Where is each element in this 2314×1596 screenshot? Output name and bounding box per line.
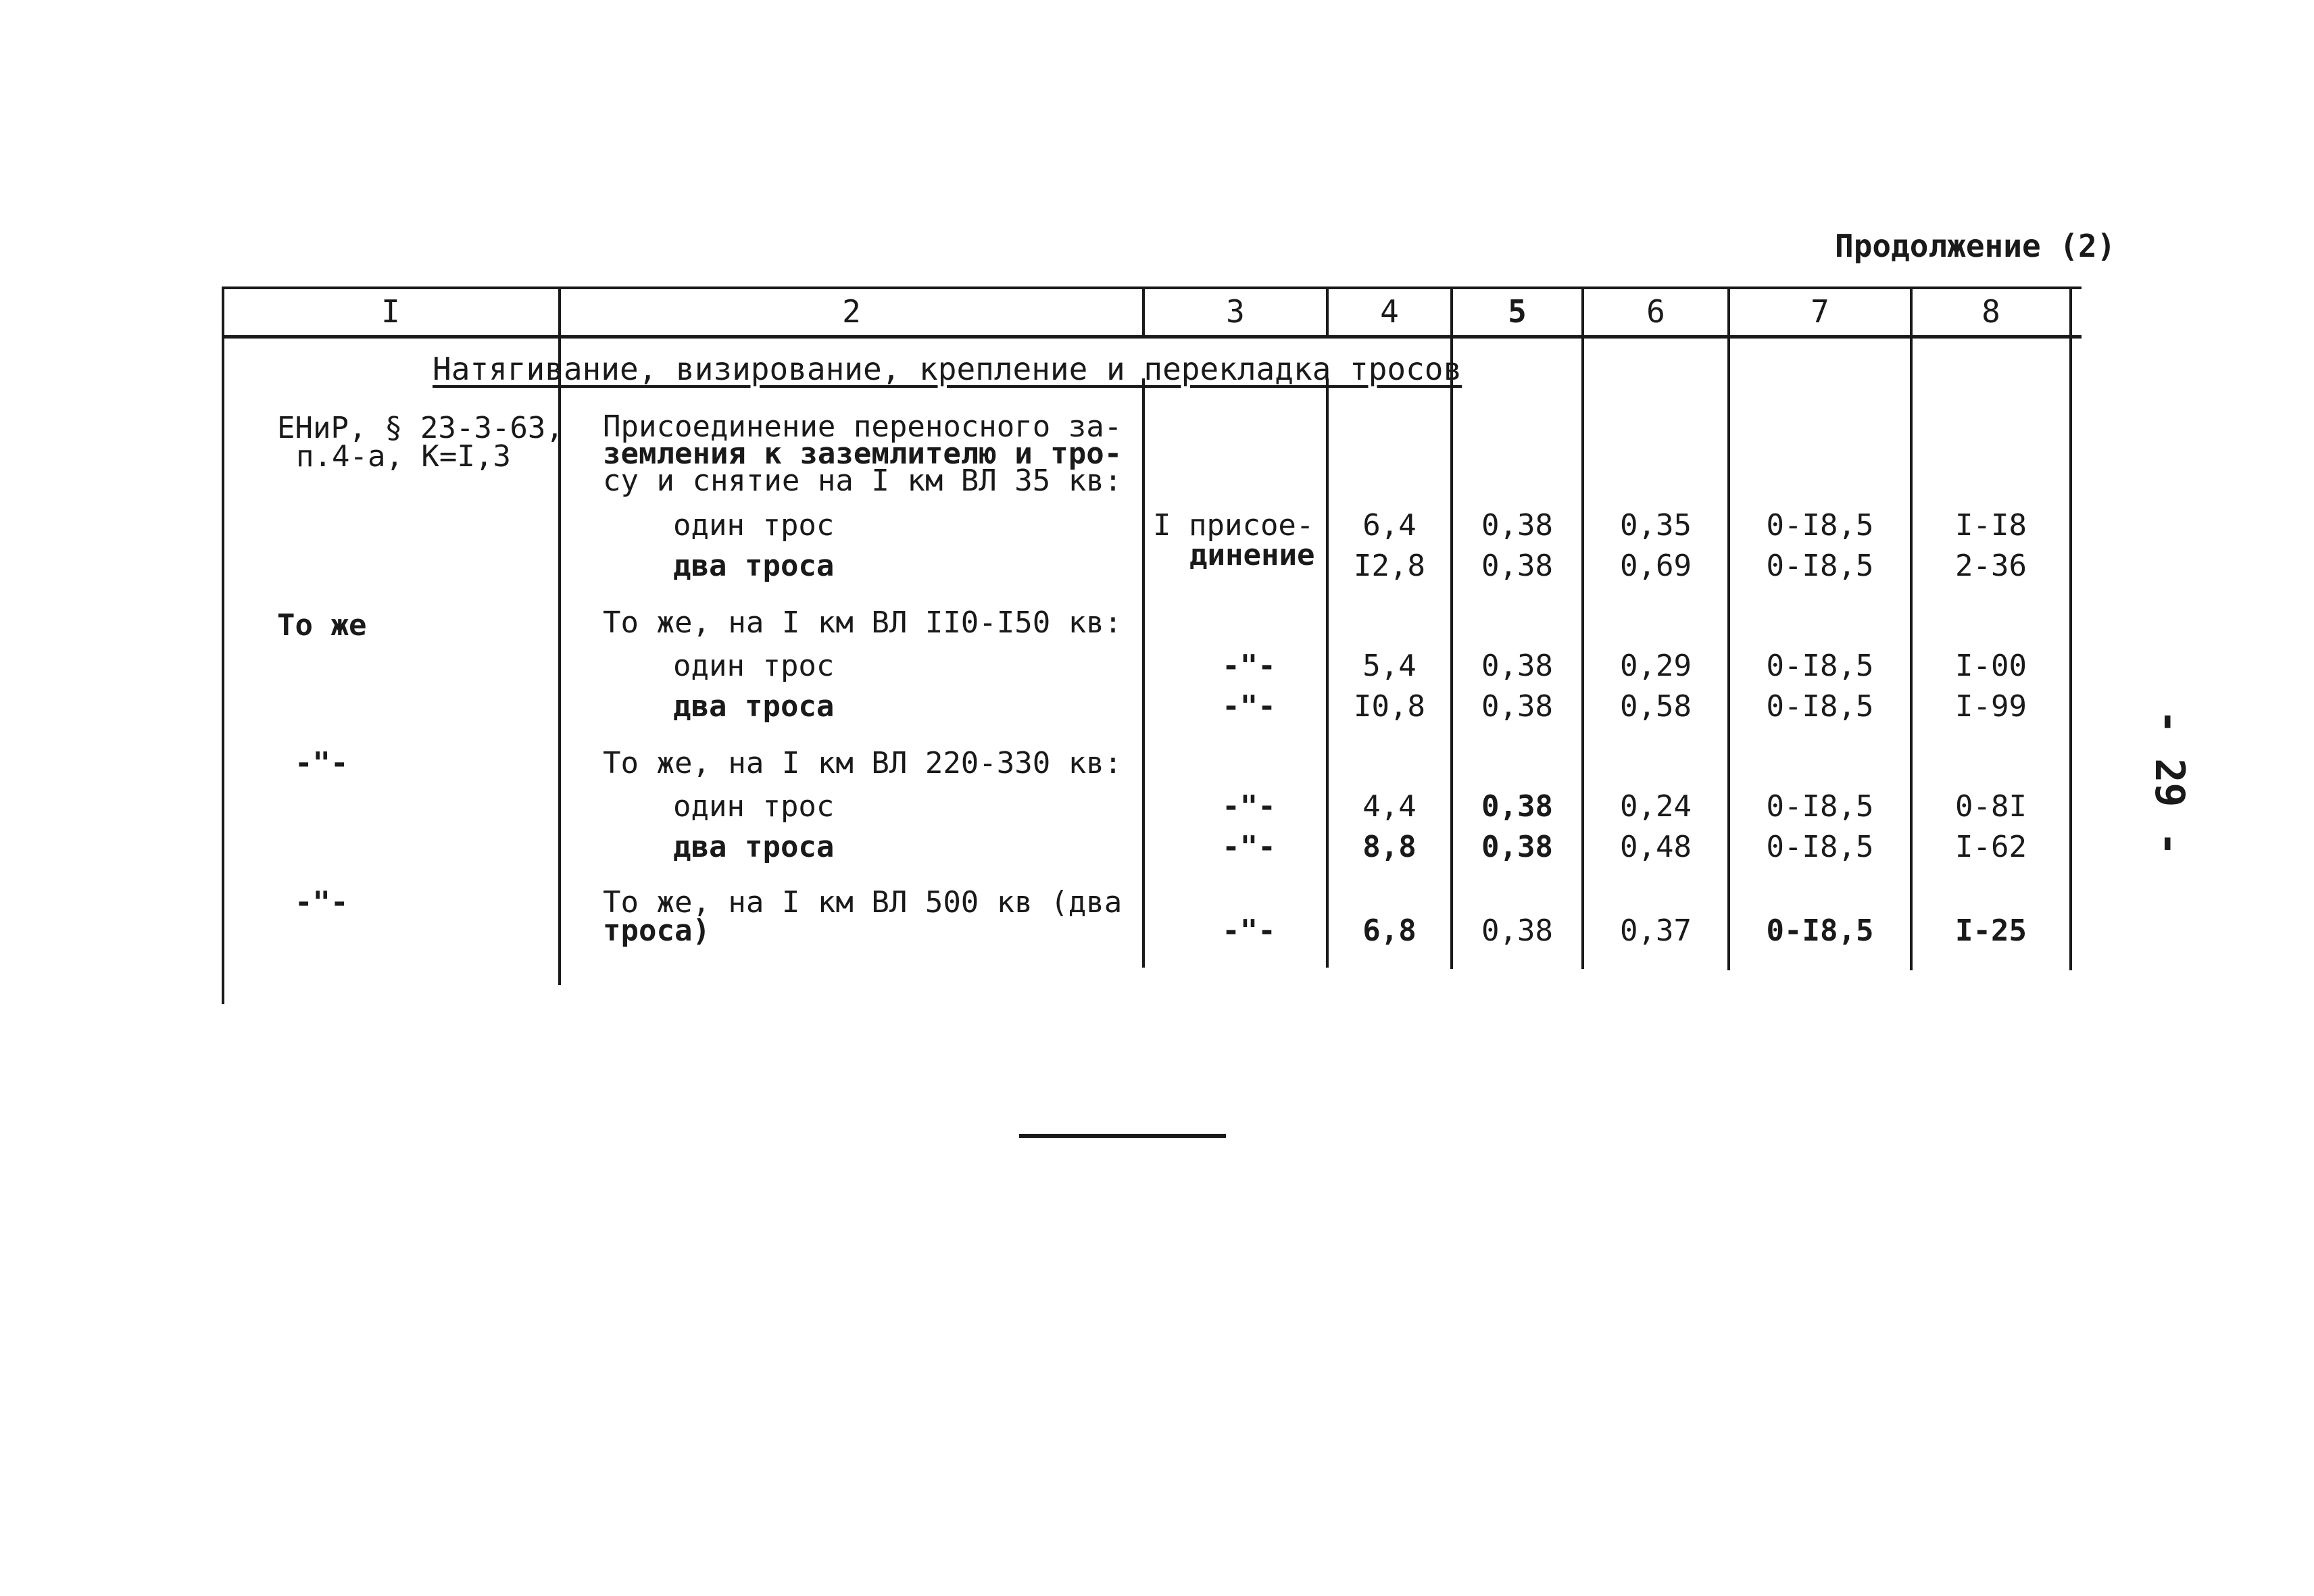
row-3-item-1-c5: 0,38 bbox=[1481, 789, 1553, 824]
row-4-ref-line-1: -"- bbox=[295, 885, 349, 920]
row-1-desc-line-2: земления к заземлителю и тро- bbox=[603, 437, 1123, 471]
header-col-7: 7 bbox=[1811, 293, 1829, 330]
row-1-item-2-c4: I2,8 bbox=[1354, 549, 1425, 583]
row-2-item-2-c4: I0,8 bbox=[1354, 689, 1425, 724]
row-2-item-2-c6: 0,58 bbox=[1620, 689, 1692, 724]
row-4-item-1-unit: -"- bbox=[1222, 914, 1276, 948]
continuation-label: Продолжение (2) bbox=[1835, 228, 2116, 264]
row-1-item-1-c6: 0,35 bbox=[1620, 508, 1692, 543]
row-2-ref-line-1: То же bbox=[277, 608, 367, 643]
row-1-item-1-c4: 6,4 bbox=[1362, 508, 1417, 543]
header-col-4: 4 bbox=[1380, 293, 1399, 330]
row-3-item-1-unit: -"- bbox=[1222, 789, 1276, 824]
row-3-item-1-label: один трос bbox=[673, 789, 835, 824]
row-2-item-1-c4: 5,4 bbox=[1362, 649, 1417, 683]
row-2-item-1-unit: -"- bbox=[1222, 649, 1276, 683]
row-3-item-1-c6: 0,24 bbox=[1620, 789, 1692, 824]
col-border-5-6 bbox=[1581, 286, 1584, 969]
row-2-item-2-label: два троса bbox=[673, 689, 835, 724]
header-col-5: 5 bbox=[1508, 293, 1527, 330]
row-2-item-2-unit: -"- bbox=[1222, 689, 1276, 724]
row-1-desc-line-3: су и снятие на I км ВЛ 35 кв: bbox=[603, 464, 1123, 498]
col-border-6-7 bbox=[1727, 286, 1730, 970]
row-1-item-2-unit: динение bbox=[1189, 538, 1315, 572]
section-title: Натягивание, визирование, крепление и перекладка тросов bbox=[433, 351, 1462, 387]
row-4-desc-line-1: То же, на I км ВЛ 500 кв (два bbox=[603, 885, 1123, 920]
row-3-item-1-c7: 0-I8,5 bbox=[1766, 789, 1874, 824]
row-3-item-2-c6: 0,48 bbox=[1620, 830, 1692, 864]
row-3-item-2-label: два троса bbox=[673, 830, 835, 864]
row-2-item-2-c7: 0-I8,5 bbox=[1766, 689, 1874, 724]
row-2-desc-line-1: То же, на I км ВЛ II0-I50 кв: bbox=[603, 605, 1123, 640]
col-border-4-5 bbox=[1450, 286, 1453, 969]
row-2-item-2-c5: 0,38 bbox=[1481, 689, 1553, 724]
row-1-desc-line-1: Присоединение переносного за- bbox=[603, 409, 1123, 444]
col-border-right bbox=[2069, 286, 2072, 970]
header-col-1: I bbox=[381, 293, 400, 330]
row-4-item-1-c8: I-25 bbox=[1955, 914, 2027, 948]
row-2-item-2-c8: I-99 bbox=[1955, 689, 2027, 724]
page-number: - 29 - bbox=[2146, 709, 2193, 856]
col-border-7-8 bbox=[1910, 286, 1913, 970]
row-1-item-1-label: один трос bbox=[673, 508, 835, 543]
col-border-1-2 bbox=[558, 286, 561, 985]
row-4-item-1-c7: 0-I8,5 bbox=[1766, 914, 1874, 948]
header-col-8: 8 bbox=[1981, 293, 2000, 330]
row-2-item-1-c6: 0,29 bbox=[1620, 649, 1692, 683]
row-3-item-1-c4: 4,4 bbox=[1362, 789, 1417, 824]
row-1-item-1-c8: I-I8 bbox=[1955, 508, 2027, 543]
row-2-item-1-c7: 0-I8,5 bbox=[1766, 649, 1874, 683]
end-rule bbox=[1019, 1134, 1226, 1138]
header-bottom-border bbox=[222, 335, 2082, 339]
row-3-item-2-c7: 0-I8,5 bbox=[1766, 830, 1874, 864]
row-3-item-2-c8: I-62 bbox=[1955, 830, 2027, 864]
row-3-ref-line-1: -"- bbox=[295, 746, 349, 780]
row-4-desc-line-2: троса) bbox=[603, 914, 710, 948]
header-col-6: 6 bbox=[1646, 293, 1665, 330]
row-1-item-1-c7: 0-I8,5 bbox=[1766, 508, 1874, 543]
row-1-ref-line-1: ЕНиР, § 23-3-63, bbox=[277, 411, 564, 445]
row-4-item-1-c5: 0,38 bbox=[1481, 914, 1553, 948]
row-1-item-2-c5: 0,38 bbox=[1481, 549, 1553, 583]
row-3-item-2-c4: 8,8 bbox=[1362, 830, 1417, 864]
row-1-item-2-c6: 0,69 bbox=[1620, 549, 1692, 583]
row-2-item-1-c5: 0,38 bbox=[1481, 649, 1553, 683]
row-4-item-1-c6: 0,37 bbox=[1620, 914, 1692, 948]
row-4-item-1-c4: 6,8 bbox=[1362, 914, 1417, 948]
col-border-left bbox=[222, 286, 224, 1004]
row-1-ref-line-2: п.4-а, К=I,3 bbox=[296, 439, 511, 474]
row-3-item-2-c5: 0,38 bbox=[1481, 830, 1553, 864]
row-1-item-1-c5: 0,38 bbox=[1481, 508, 1553, 543]
row-2-item-1-c8: I-00 bbox=[1955, 649, 2027, 683]
row-3-desc-line-1: То же, на I км ВЛ 220-330 кв: bbox=[603, 746, 1123, 780]
row-1-item-1-unit: I присое- bbox=[1153, 508, 1314, 543]
header-col-2: 2 bbox=[842, 293, 861, 330]
row-3-item-2-unit: -"- bbox=[1222, 830, 1276, 864]
row-3-item-1-c8: 0-8I bbox=[1955, 789, 2027, 824]
header-col-3: 3 bbox=[1226, 293, 1245, 330]
row-1-item-2-c8: 2-36 bbox=[1955, 549, 2027, 583]
row-2-item-1-label: один трос bbox=[673, 649, 835, 683]
row-1-item-2-label: два троса bbox=[673, 549, 835, 583]
row-1-item-2-c7: 0-I8,5 bbox=[1766, 549, 1874, 583]
